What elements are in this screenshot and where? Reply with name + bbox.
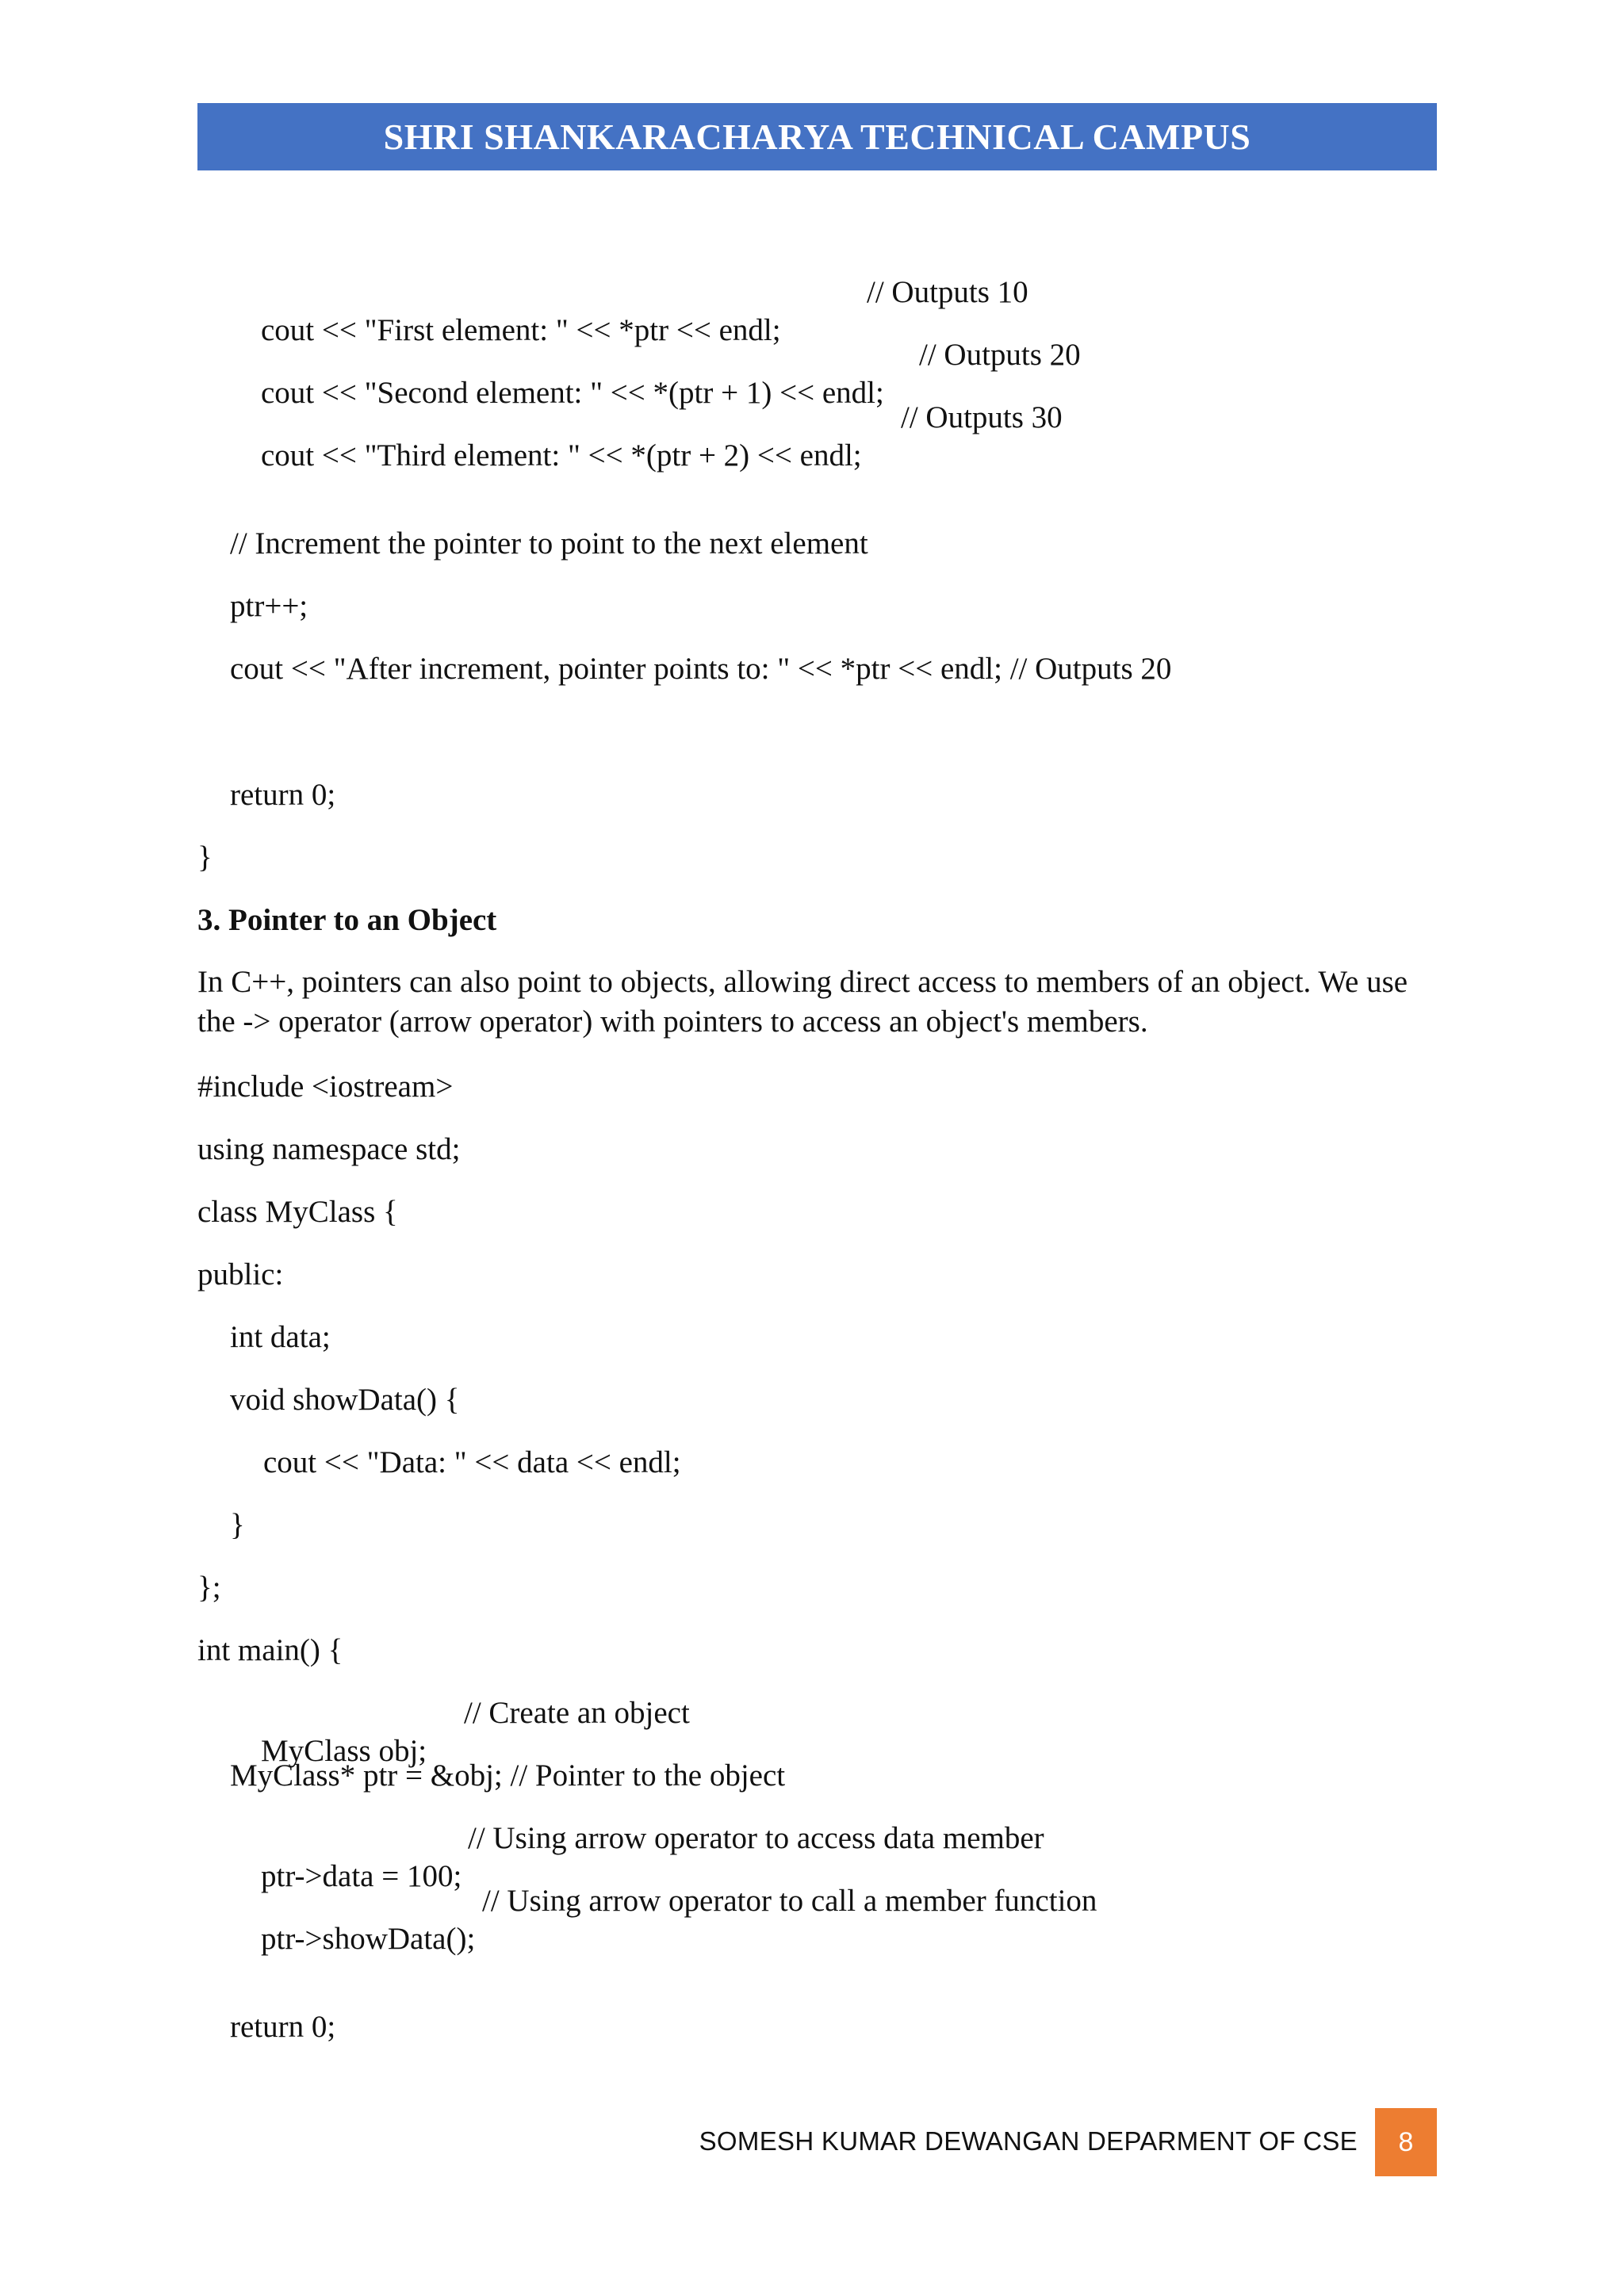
code-line: using namespace std;: [197, 1132, 461, 1166]
code-comment: // Outputs 20: [919, 338, 1081, 372]
body-paragraph: In C++, pointers can also point to objects, allowing direct access to members of an object. We use the -> operator (arrow operator) with pointers to access an object's members.: [197, 965, 1408, 1039]
code-comment: // Outputs 10: [867, 275, 1028, 309]
code-line: return 0;: [230, 2010, 336, 2044]
code-line: MyClass* ptr = &obj; // Pointer to the object: [230, 1758, 786, 1793]
code-line: return 0;: [230, 778, 336, 812]
code-line: }: [197, 840, 213, 874]
code-line: };: [197, 1571, 221, 1605]
section-heading: 3. Pointer to an Object: [197, 903, 497, 937]
code-comment: // Outputs 30: [901, 400, 1063, 434]
code-line: class MyClass {: [197, 1195, 398, 1229]
code-line: cout << "Data: " << data << endl;: [263, 1445, 681, 1479]
code-line: ptr++;: [230, 589, 308, 623]
code-text: ptr->data = 100;: [261, 1859, 462, 1893]
code-comment: // Using arrow operator to call a member function: [482, 1884, 1097, 1918]
code-comment: // Using arrow operator to access data member: [468, 1821, 1044, 1855]
code-line: // Increment the pointer to point to the next element: [230, 526, 868, 561]
code-text: cout << "Third element: " << *(ptr + 2) << endl;: [261, 438, 862, 473]
code-line: public:: [197, 1257, 284, 1292]
code-text: cout << "First element: " << *ptr << endl;: [261, 313, 781, 347]
code-line: #include <iostream>: [197, 1070, 454, 1104]
code-line: }: [230, 1508, 245, 1542]
page-number: 8: [1398, 2126, 1414, 2157]
code-line: void showData() {: [230, 1383, 460, 1417]
code-line: int main() {: [197, 1633, 343, 1667]
header-title: SHRI SHANKARACHARYA TECHNICAL CAMPUS: [383, 117, 1251, 157]
code-line: cout << "After increment, pointer points to: " << *ptr << endl; // Outputs 20: [230, 652, 1172, 686]
footer-author: SOMESH KUMAR DEWANGAN DEPARMENT OF CSE: [699, 2126, 1358, 2156]
code-text: MyClass obj;: [261, 1734, 427, 1768]
code-text: cout << "Second element: " << *(ptr + 1) << endl;: [261, 376, 884, 410]
page-number-badge: [1375, 2108, 1437, 2176]
code-line: int data;: [230, 1320, 331, 1354]
code-text: ptr->showData();: [261, 1922, 476, 1956]
code-comment: // Create an object: [464, 1696, 690, 1730]
